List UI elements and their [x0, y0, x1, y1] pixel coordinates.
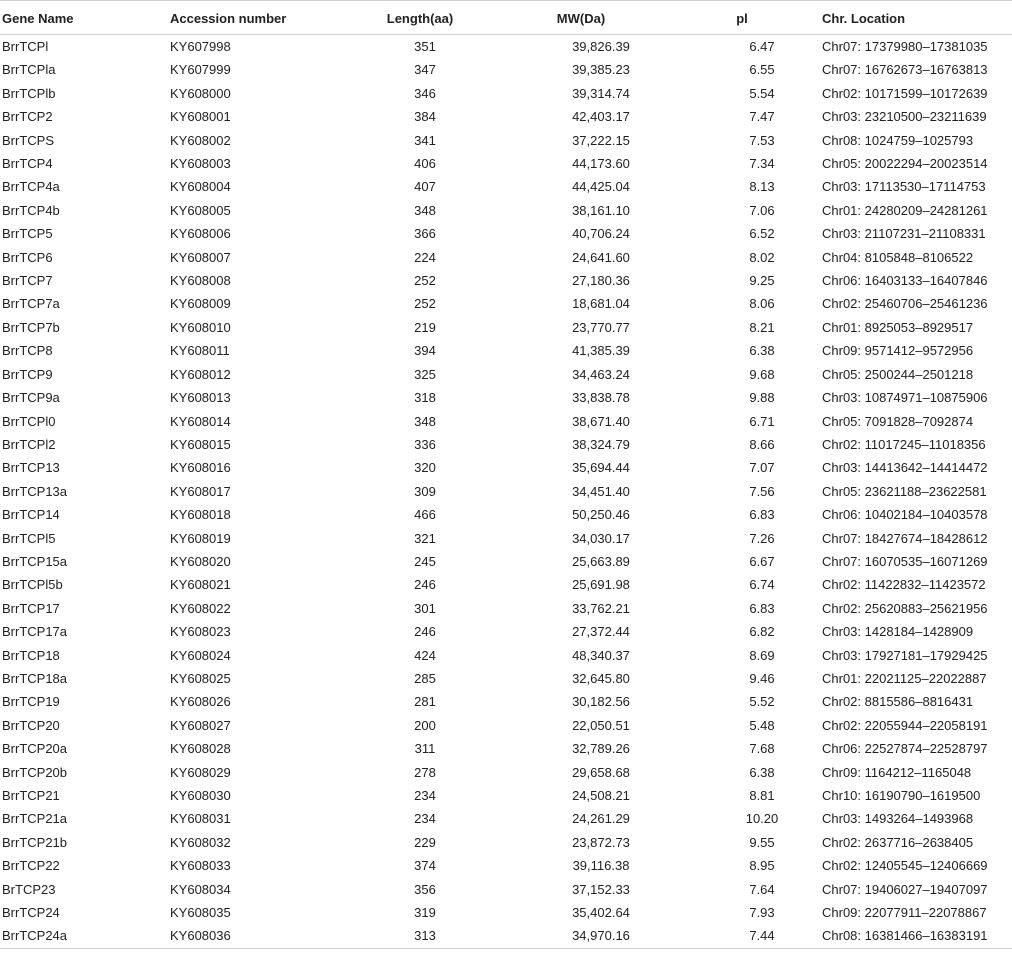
- table-row: [0, 620, 1012, 643]
- cell-accession: KY608002: [170, 132, 231, 148]
- cell-chr-location: Chr02: 11422832–11423572: [822, 577, 986, 593]
- cell-gene-name: BrrTCP20a: [2, 741, 68, 757]
- table-row: [0, 152, 1012, 175]
- table-row: [0, 129, 1012, 152]
- cell-gene-name: BrrTCP13a: [2, 483, 68, 499]
- cell-length: 311: [414, 741, 436, 757]
- cell-length: 384: [414, 109, 436, 125]
- cell-length: 348: [414, 413, 436, 429]
- cell-gene-name: BrrTCPl2: [2, 436, 56, 452]
- cell-length: 348: [414, 202, 436, 218]
- cell-chr-location: Chr03: 21107231–21108331: [822, 226, 986, 242]
- cell-length: 318: [414, 390, 436, 406]
- cell-pi: 7.93: [749, 905, 775, 921]
- cell-mw: 29,658.68: [572, 764, 630, 780]
- cell-mw: 22,050.51: [572, 717, 630, 733]
- table-row: [0, 901, 1012, 924]
- cell-mw: 18,681.04: [572, 296, 630, 312]
- cell-gene-name: BrrTCP4a: [2, 179, 60, 195]
- cell-pi: 10.20: [745, 811, 779, 827]
- table-row: [0, 82, 1012, 105]
- cell-chr-location: Chr07: 17379980–17381035: [822, 39, 988, 54]
- cell-gene-name: BrrTCP24a: [0, 924, 168, 948]
- cell-length: 281: [414, 694, 436, 710]
- cell-accession: KY608026: [170, 694, 231, 710]
- cell-gene-name: BrrTCP17a: [2, 624, 68, 640]
- cell-chr-location: Chr01: 22021125–22022887: [822, 670, 987, 686]
- cell-accession: KY608011: [170, 343, 230, 359]
- cell-chr-location: Chr02: 22055944–22058191: [822, 717, 988, 733]
- cell-chr-location: Chr07: 19406027–19407097: [822, 881, 988, 897]
- cell-mw: 38,671.40: [572, 413, 630, 429]
- cell-chr-location: Chr06: 16403133–16407846: [822, 273, 988, 289]
- cell-accession: KY608034: [170, 881, 231, 897]
- cell-pi: 9.46: [749, 670, 775, 686]
- cell-pi: 9.68: [749, 366, 775, 382]
- cell-accession: KY608008: [170, 273, 231, 289]
- cell-mw: 27,180.36: [572, 273, 630, 289]
- cell-length: 252: [414, 273, 436, 289]
- cell-pi: 7.07: [749, 460, 775, 476]
- table-row: [0, 58, 1012, 81]
- table-row: [0, 597, 1012, 620]
- cell-chr-location: Chr06: 10402184–10403578: [822, 507, 988, 523]
- table-row: [0, 550, 1012, 573]
- cell-chr-location: Chr03: 1493264–1493968: [822, 811, 974, 827]
- cell-length: 309: [414, 483, 436, 499]
- cell-accession: KY608017: [170, 483, 231, 499]
- table-row: [0, 339, 1012, 362]
- cell-accession: KY608032: [170, 834, 231, 850]
- cell-gene-name: BrrTCP24: [2, 905, 60, 921]
- cell-mw: 34,451.40: [572, 483, 630, 499]
- header-mw: MW(Da): [500, 1, 662, 35]
- cell-chr-location: Chr03: 1428184–1428909: [822, 624, 974, 640]
- cell-gene-name: BrrTCP2: [2, 109, 53, 125]
- cell-accession: KY608027: [170, 717, 231, 733]
- table-row: [0, 456, 1012, 479]
- cell-length: 356: [414, 881, 436, 897]
- cell-gene-name: BrrTCPl: [2, 39, 49, 54]
- header-accession: Accession number: [168, 1, 340, 35]
- cell-chr-location: Chr02: 8815586–8816431: [822, 694, 974, 710]
- cell-length: 341: [414, 132, 436, 148]
- cell-gene-name: BrrTCP17: [2, 600, 60, 616]
- cell-length: 219: [414, 319, 436, 335]
- cell-accession: KY608035: [170, 905, 231, 921]
- cell-pi: 7.44: [662, 924, 822, 948]
- cell-mw: 50,250.46: [572, 507, 630, 523]
- cell-pi: 8.81: [749, 788, 775, 803]
- cell-accession: KY608033: [170, 858, 231, 874]
- cell-mw: 34,030.17: [572, 530, 630, 546]
- table-row: [0, 480, 1012, 503]
- cell-gene-name: BrrTCP13: [2, 460, 60, 476]
- cell-pi: 5.48: [749, 717, 775, 733]
- table-row: [0, 35, 1012, 59]
- table-row: [0, 924, 1012, 948]
- cell-chr-location: Chr09: 22077911–22078867: [822, 905, 987, 921]
- cell-mw: 34,463.24: [572, 366, 630, 382]
- header-chr-location: Chr. Location: [822, 1, 1012, 35]
- table-row: [0, 644, 1012, 667]
- cell-chr-location: Chr05: 23621188–23622581: [822, 483, 987, 499]
- cell-mw: 24,508.21: [572, 788, 630, 803]
- header-row: [0, 1, 1012, 35]
- cell-gene-name: BrrTCP4b: [2, 202, 60, 218]
- cell-pi: 7.34: [749, 156, 775, 172]
- cell-mw: 25,691.98: [572, 577, 630, 593]
- cell-length: 246: [414, 577, 436, 593]
- cell-mw: 30,182.56: [572, 694, 630, 710]
- table-row: [0, 667, 1012, 690]
- cell-mw: 37,152.33: [572, 881, 630, 897]
- cell-length: 313: [340, 924, 500, 948]
- cell-chr-location: Chr05: 20022294–20023514: [822, 156, 988, 172]
- cell-mw: 24,641.60: [572, 249, 630, 265]
- cell-pi: 5.52: [749, 694, 775, 710]
- cell-pi: 8.21: [749, 319, 775, 335]
- cell-gene-name: BrrTCP7a: [2, 296, 60, 312]
- cell-accession: KY608003: [170, 156, 231, 172]
- cell-length: 245: [414, 553, 436, 569]
- cell-gene-name: BrrTCP6: [2, 249, 53, 265]
- cell-chr-location: Chr09: 9571412–9572956: [822, 343, 974, 359]
- cell-gene-name: BrrTCP19: [2, 694, 60, 710]
- cell-mw: 38,161.10: [572, 202, 630, 218]
- cell-chr-location: Chr03: 23210500–23211639: [822, 109, 987, 125]
- cell-length: 319: [414, 905, 436, 921]
- cell-pi: 6.55: [749, 62, 775, 78]
- cell-chr-location: Chr07: 16070535–16071269: [822, 553, 988, 569]
- cell-mw: 35,694.44: [572, 460, 630, 476]
- cell-pi: 7.06: [749, 202, 775, 218]
- cell-pi: 9.88: [749, 390, 775, 406]
- cell-pi: 6.38: [749, 764, 775, 780]
- cell-mw: 37,222.15: [572, 132, 630, 148]
- cell-gene-name: BrrTCPS: [2, 132, 54, 148]
- table-row: [0, 690, 1012, 713]
- cell-pi: 9.55: [749, 834, 775, 850]
- cell-length: 234: [414, 811, 436, 827]
- cell-mw: 39,314.74: [572, 85, 630, 101]
- cell-pi: 7.56: [749, 483, 775, 499]
- cell-accession: KY608025: [170, 670, 231, 686]
- cell-length: 407: [414, 179, 436, 195]
- cell-length: 246: [414, 624, 436, 640]
- cell-mw: 42,403.17: [572, 109, 630, 125]
- cell-length: 374: [414, 858, 436, 874]
- cell-accession: KY608036: [168, 924, 340, 948]
- cell-chr-location: Chr05: 7091828–7092874: [822, 413, 974, 429]
- table-header: [0, 1, 1012, 35]
- cell-length: 346: [414, 85, 436, 101]
- cell-mw: 33,762.21: [572, 600, 630, 616]
- cell-chr-location: Chr03: 17113530–17114753: [822, 179, 986, 195]
- table-row: [0, 222, 1012, 245]
- cell-pi: 8.66: [749, 436, 775, 452]
- cell-pi: 8.02: [749, 249, 775, 265]
- cell-gene-name: BrrTCPla: [2, 62, 56, 78]
- table-row: [0, 714, 1012, 737]
- cell-pi: 7.68: [749, 741, 775, 757]
- cell-accession: KY608019: [170, 530, 231, 546]
- cell-accession: KY607999: [170, 62, 231, 78]
- cell-pi: 7.53: [749, 132, 775, 148]
- cell-pi: 5.54: [749, 85, 775, 101]
- cell-gene-name: BrrTCP7b: [2, 319, 60, 335]
- cell-chr-location: Chr01: 24280209–24281261: [822, 202, 988, 218]
- cell-chr-location: Chr02: 12405545–12406669: [822, 858, 988, 874]
- cell-mw: 39,826.39: [572, 39, 630, 54]
- cell-pi: 9.25: [749, 273, 775, 289]
- cell-length: 424: [414, 647, 436, 663]
- cell-chr-location: Chr04: 8105848–8106522: [822, 249, 974, 265]
- cell-accession: KY608024: [170, 647, 231, 663]
- cell-gene-name: BrrTCPl0: [2, 413, 56, 429]
- cell-gene-name: BrrTCP5: [2, 226, 53, 242]
- header-pi: pl: [662, 1, 822, 35]
- cell-length: 336: [414, 436, 436, 452]
- cell-gene-name: BrrTCP22: [2, 858, 60, 874]
- cell-mw: 44,425.04: [572, 179, 630, 195]
- cell-gene-name: BrTCP23: [2, 881, 56, 897]
- cell-chr-location: Chr07: 18427674–18428612: [822, 530, 988, 546]
- table-row: [0, 246, 1012, 269]
- cell-chr-location: Chr08: 16381466–16383191: [822, 924, 1012, 948]
- cell-gene-name: BrrTCP20: [2, 717, 60, 733]
- cell-accession: KY608020: [170, 553, 231, 569]
- cell-pi: 8.69: [749, 647, 775, 663]
- cell-length: 234: [414, 788, 436, 803]
- cell-accession: KY608001: [170, 109, 231, 125]
- cell-pi: 8.95: [749, 858, 775, 874]
- table-row: [0, 363, 1012, 386]
- cell-gene-name: BrrTCP9a: [2, 390, 60, 406]
- cell-length: 351: [414, 39, 436, 54]
- cell-accession: KY608031: [170, 811, 231, 827]
- table-row: [0, 503, 1012, 526]
- cell-accession: KY608013: [170, 390, 231, 406]
- table-row: [0, 269, 1012, 292]
- cell-accession: KY608006: [170, 226, 231, 242]
- cell-accession: KY608015: [170, 436, 231, 452]
- table-row: [0, 105, 1012, 128]
- table-row: [0, 175, 1012, 198]
- cell-accession: KY608005: [170, 202, 231, 218]
- cell-mw: 41,385.39: [572, 343, 630, 359]
- cell-accession: KY608007: [170, 249, 231, 265]
- cell-accession: KY608030: [170, 788, 231, 803]
- table-row: [0, 854, 1012, 877]
- cell-accession: KY608018: [170, 507, 231, 523]
- cell-length: 200: [414, 717, 436, 733]
- table-row: [0, 807, 1012, 830]
- cell-length: 285: [414, 670, 436, 686]
- cell-gene-name: BrrTCP4: [2, 156, 53, 172]
- table-row: [0, 878, 1012, 901]
- cell-accession: KY608021: [170, 577, 231, 593]
- table-row: [0, 784, 1012, 807]
- table-body: [0, 35, 1012, 949]
- cell-gene-name: BrrTCP18: [2, 647, 60, 663]
- cell-chr-location: Chr03: 17927181–17929425: [822, 647, 988, 663]
- header-gene-name: Gene Name: [0, 1, 168, 35]
- cell-gene-name: BrrTCP15a: [2, 553, 68, 569]
- cell-length: 229: [414, 834, 436, 850]
- cell-accession: KY608023: [170, 624, 231, 640]
- cell-chr-location: Chr01: 8925053–8929517: [822, 319, 974, 335]
- cell-mw: 23,872.73: [572, 834, 630, 850]
- cell-length: 224: [414, 249, 436, 265]
- table-row: [0, 386, 1012, 409]
- cell-chr-location: Chr02: 2637716–2638405: [822, 834, 974, 850]
- cell-pi: 6.71: [749, 413, 775, 429]
- cell-chr-location: Chr02: 11017245–11018356: [822, 436, 986, 452]
- table-row: [0, 433, 1012, 456]
- cell-length: 347: [414, 62, 436, 78]
- cell-gene-name: BrrTCPlb: [2, 85, 56, 101]
- cell-length: 406: [414, 156, 436, 172]
- cell-accession: KY608010: [170, 319, 231, 335]
- cell-pi: 6.83: [749, 507, 775, 523]
- cell-length: 278: [414, 764, 436, 780]
- cell-length: 321: [414, 530, 436, 546]
- cell-pi: 7.64: [749, 881, 775, 897]
- table-row: [0, 316, 1012, 339]
- cell-length: 252: [414, 296, 436, 312]
- cell-mw: 35,402.64: [572, 905, 630, 921]
- cell-gene-name: BrrTCP21: [2, 788, 60, 803]
- cell-mw: 39,385.23: [572, 62, 630, 78]
- cell-accession: KY608004: [170, 179, 231, 195]
- cell-gene-name: BrrTCP9: [2, 366, 53, 382]
- cell-chr-location: Chr05: 2500244–2501218: [822, 366, 974, 382]
- cell-chr-location: Chr02: 25620883–25621956: [822, 600, 988, 616]
- cell-accession: KY607998: [170, 39, 231, 54]
- cell-mw: 32,789.26: [572, 741, 630, 757]
- cell-accession: KY608016: [170, 460, 231, 476]
- cell-accession: KY608029: [170, 764, 231, 780]
- cell-length: 325: [414, 366, 436, 382]
- cell-gene-name: BrrTCP21b: [2, 834, 68, 850]
- cell-gene-name: BrrTCP8: [2, 343, 53, 359]
- cell-chr-location: Chr02: 10171599–10172639: [822, 85, 988, 101]
- cell-mw: 44,173.60: [572, 156, 630, 172]
- cell-gene-name: BrrTCP7: [2, 273, 53, 289]
- table-row: [0, 761, 1012, 784]
- cell-length: 466: [414, 507, 436, 523]
- cell-mw: 32,645.80: [572, 670, 630, 686]
- cell-chr-location: Chr03: 14413642–14414472: [822, 460, 988, 476]
- cell-accession: KY608022: [170, 600, 231, 616]
- table-row: [0, 292, 1012, 315]
- cell-chr-location: Chr06: 22527874–22528797: [822, 741, 988, 757]
- cell-length: 301: [414, 600, 436, 616]
- cell-gene-name: BrrTCP21a: [2, 811, 68, 827]
- cell-mw: 33,838.78: [572, 390, 630, 406]
- cell-accession: KY608009: [170, 296, 231, 312]
- cell-accession: KY608014: [170, 413, 231, 429]
- cell-accession: KY608028: [170, 741, 231, 757]
- cell-pi: 6.52: [749, 226, 775, 242]
- cell-mw: 27,372.44: [572, 624, 630, 640]
- cell-chr-location: Chr09: 1164212–1165048: [822, 764, 972, 780]
- cell-chr-location: Chr07: 16762673–16763813: [822, 62, 988, 78]
- cell-mw: 40,706.24: [572, 226, 630, 242]
- header-length: Length(aa): [340, 1, 500, 35]
- table-row: [0, 573, 1012, 596]
- cell-gene-name: BrrTCP14: [2, 507, 60, 523]
- cell-chr-location: Chr08: 1024759–1025793: [822, 132, 974, 148]
- cell-chr-location: Chr10: 16190790–1619500: [822, 788, 981, 803]
- cell-length: 394: [414, 343, 436, 359]
- table-row: [0, 831, 1012, 854]
- cell-mw: 34,970.16: [500, 924, 662, 948]
- cell-pi: 6.67: [749, 553, 775, 569]
- table-row: [0, 527, 1012, 550]
- cell-pi: 8.13: [749, 179, 775, 195]
- cell-mw: 38,324.79: [572, 436, 630, 452]
- cell-gene-name: BrrTCPl5b: [2, 577, 63, 593]
- cell-mw: 48,340.37: [572, 647, 630, 663]
- cell-pi: 6.83: [749, 600, 775, 616]
- table-row: [0, 199, 1012, 222]
- cell-gene-name: BrrTCP20b: [2, 764, 68, 780]
- cell-mw: 39,116.38: [572, 858, 630, 874]
- cell-gene-name: BrrTCPl5: [2, 530, 56, 546]
- cell-accession: KY608000: [170, 85, 231, 101]
- cell-pi: 7.47: [749, 109, 775, 125]
- cell-accession: KY608012: [170, 366, 231, 382]
- cell-pi: 6.38: [749, 343, 775, 359]
- cell-pi: 7.26: [749, 530, 775, 546]
- cell-chr-location: Chr02: 25460706–25461236: [822, 296, 988, 312]
- table-row: [0, 737, 1012, 760]
- cell-chr-location: Chr03: 10874971–10875906: [822, 390, 988, 406]
- cell-pi: 8.06: [749, 296, 775, 312]
- cell-pi: 6.47: [749, 39, 775, 54]
- cell-mw: 25,663.89: [572, 553, 630, 569]
- cell-pi: 6.74: [749, 577, 775, 593]
- cell-pi: 6.82: [749, 624, 775, 640]
- cell-length: 366: [414, 226, 436, 242]
- cell-gene-name: BrrTCP18a: [2, 670, 68, 686]
- cell-mw: 24,261.29: [572, 811, 630, 827]
- cell-mw: 23,770.77: [572, 319, 630, 335]
- table-row: [0, 410, 1012, 433]
- cell-length: 320: [414, 460, 436, 476]
